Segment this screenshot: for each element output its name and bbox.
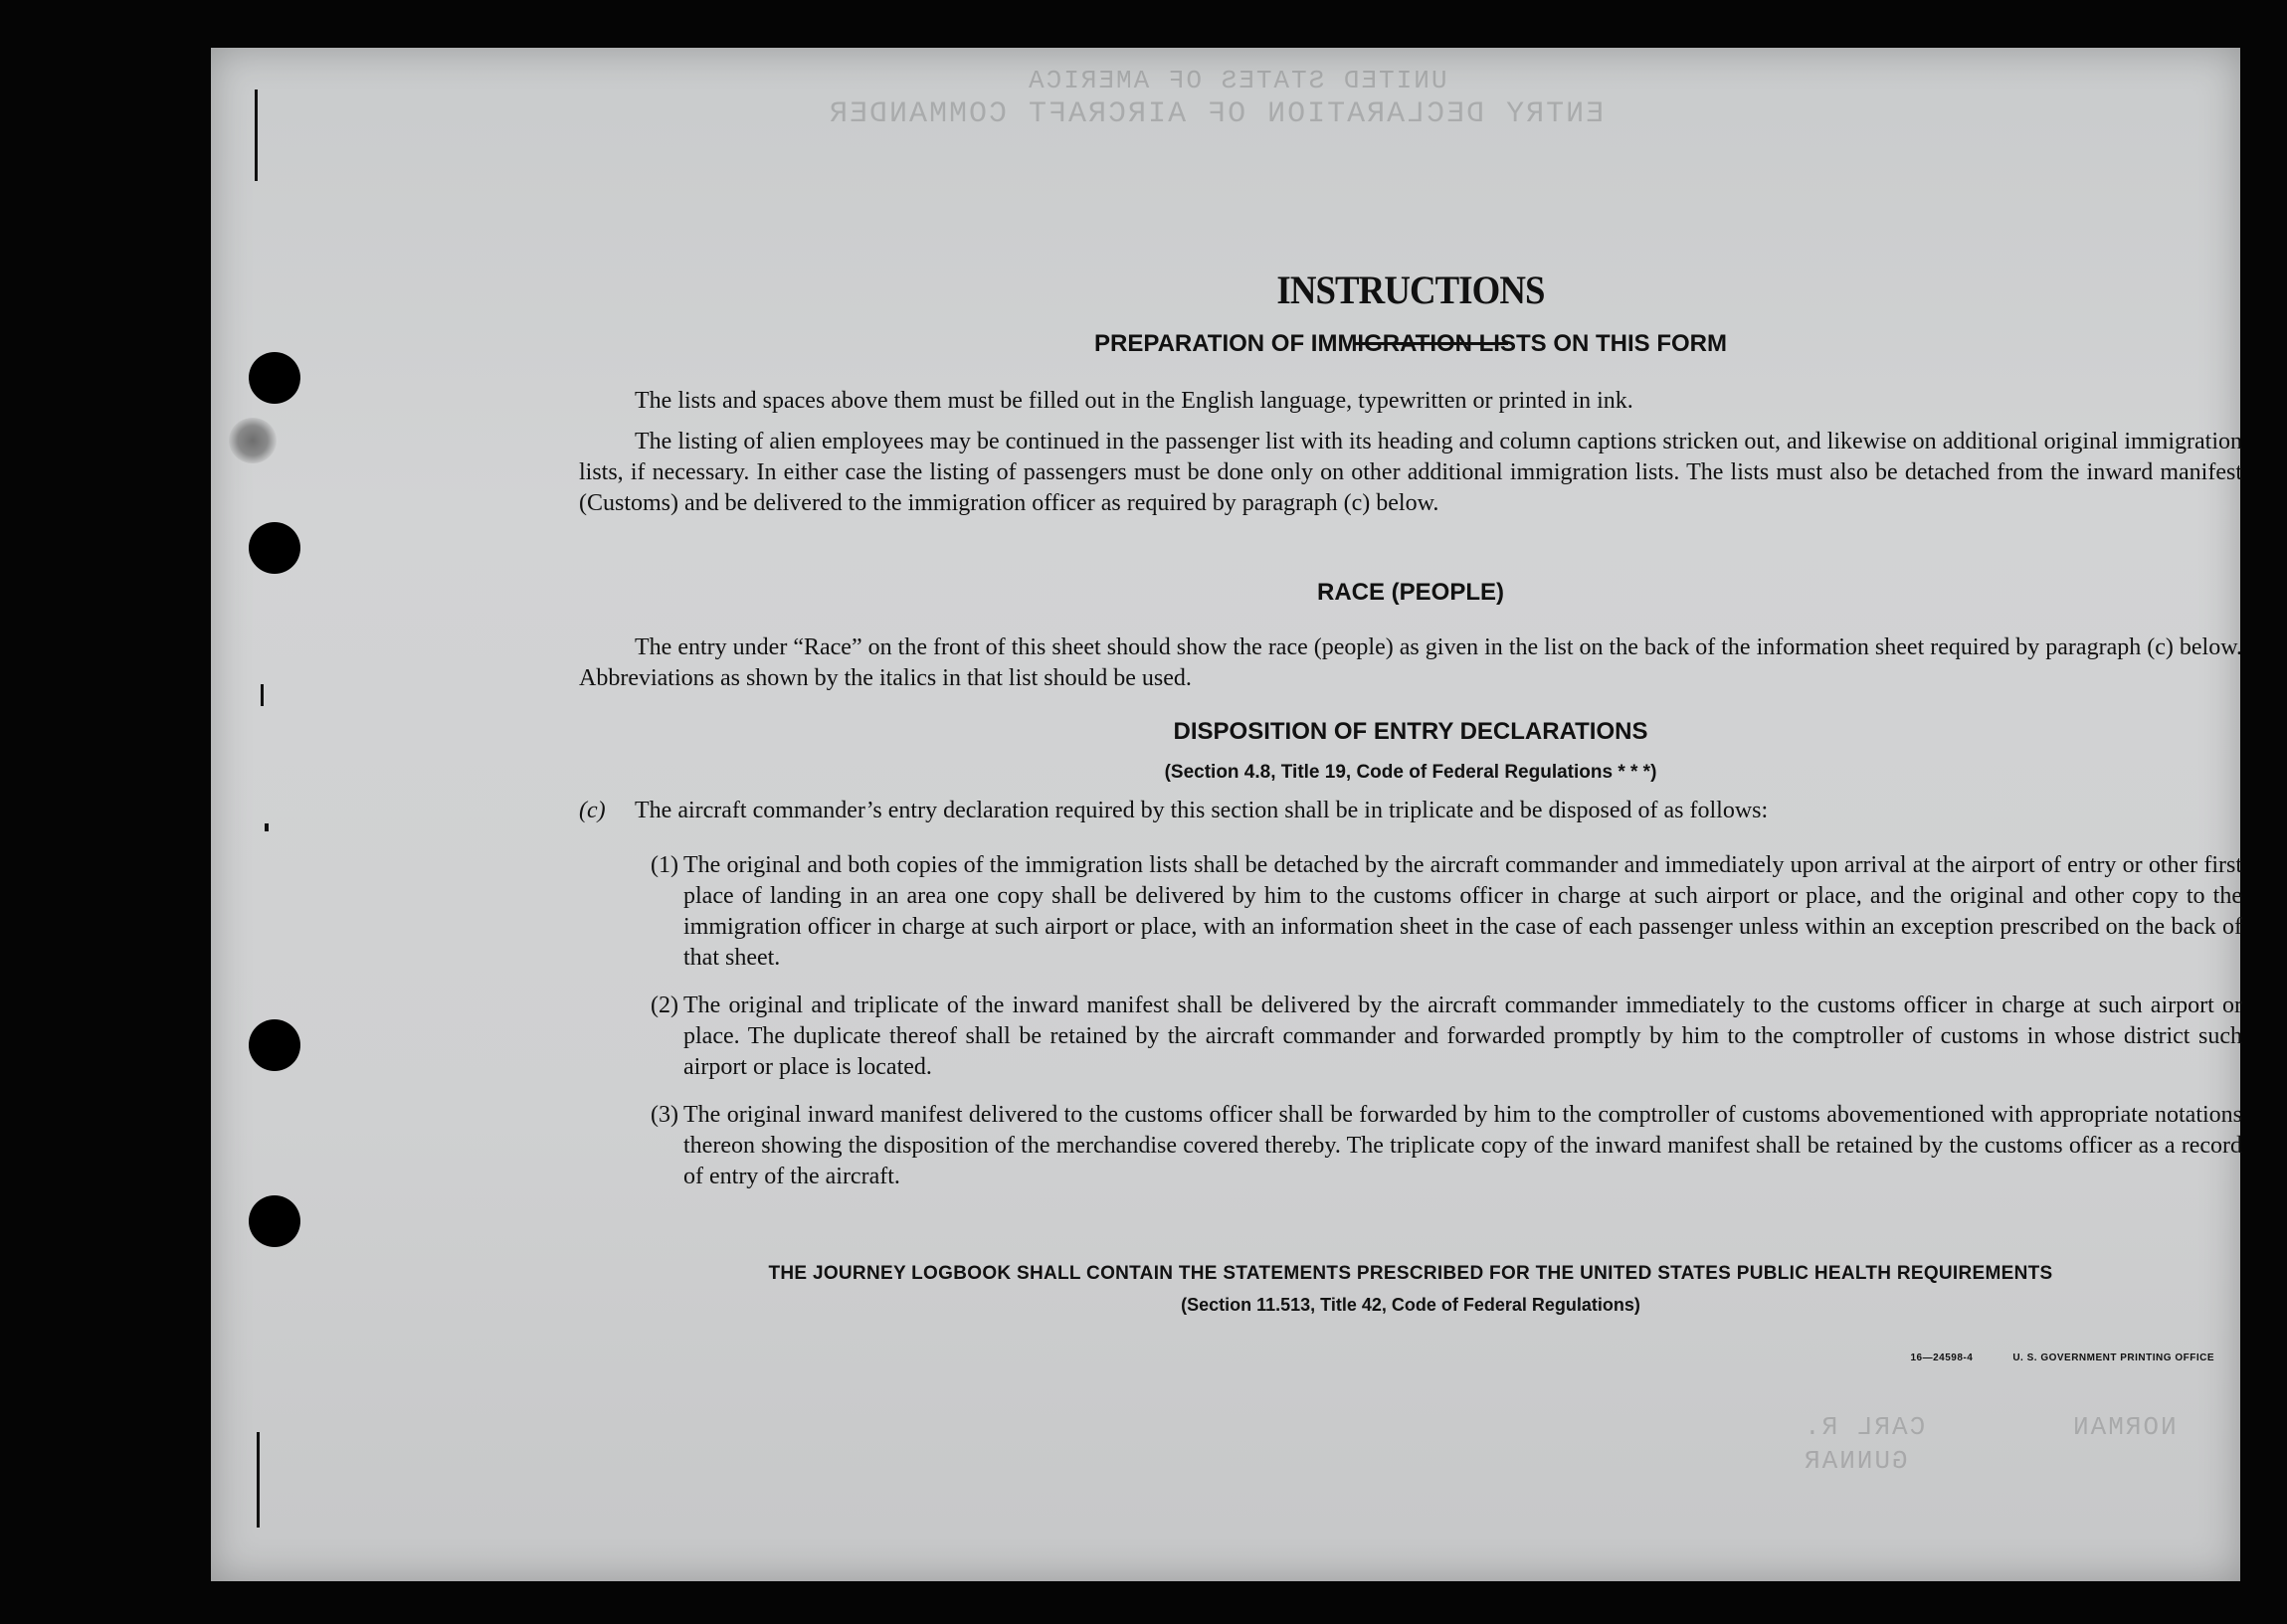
disposition-citation: (Section 4.8, Title 19, Code of Federal Regulations * * *) [1164,762,1657,783]
bleed-through-text: GUNNAR [1803,1446,1908,1476]
logbook-citation: (Section 11.513, Title 42, Code of Federal Regulations) [1181,1295,1640,1315]
punch-hole [249,352,300,404]
disposition-item-1: (1) The original and both copies of the immigration lists shall be detached by the aircraft commander and immediately upon arrival at the airport of entry or other first place of landing in an area one copy shall be delivered by him to the customs officer in charge at such airport or place, and the original and other copy to the immigration officer in charge at such airport or place, with an information sheet in the case of each passenger unless within an exception prescribed on the back of that sheet. [651,852,2242,971]
binder-mark [261,684,264,706]
page-title: INSTRUCTIONS [1276,268,1545,312]
paragraph-disposition-intro: (c) The aircraft commander’s entry declaration required by this section shall be in triplicate and be disposed of as follows: [579,798,1769,823]
paragraph-preparation-2: The listing of alien employees may be continued in the passenger list with its heading and column captions stricken out, and likewise on additional original immigration lists, if necessary. In either case the listing of passengers must be done only on other additional immigration lists. The lists must also be detached from the inward manifest (Customs) and be delivered to the immigration officer as required by paragraph (c) below. [579,429,2242,516]
document-sheet [211,48,2240,1581]
section-heading-preparation: PREPARATION OF IMMIGRATION LISTS ON THIS FORM [1094,330,1727,357]
disposition-item-2: (2) The original and triplicate of the inward manifest shall be delivered by the aircraft commander immediately to the customs officer in charge at such airport or place. The duplicate thereof shall be retained by the aircraft commander and forwarded promptly by him to the comptroller of customs in whose district such airport or place is located. [651,992,2242,1080]
disposition-item-3: (3) The original inward manifest delivered to the customs officer shall be forwarded by him to the comptroller of customs abovementioned with appropriate notations thereon showing the disposition of the merchandise covered thereby. The triplicate copy of the inward manifest shall be retained by the customs officer as a record of entry of the aircraft. [651,1102,2242,1189]
section-heading-disposition: DISPOSITION OF ENTRY DECLARATIONS [1173,718,1648,745]
binder-mark [265,823,269,831]
paragraph-race: The entry under “Race” on the front of this sheet should show the race (people) as given in the list on the back of the information sheet required by paragraph (c) below. Abbreviations as shown by the italics in that list should be used. [579,634,2242,691]
binder-mark [257,1432,260,1528]
scan-smudge [229,418,277,463]
bleed-through-text: CARL R. [1803,1412,1926,1442]
section-heading-race: RACE (PEOPLE) [1316,579,1504,606]
punch-hole [249,1195,300,1247]
bleed-through-text: ENTRY DECLARATION OF AIRCRAFT COMMANDER [828,97,1605,131]
punch-hole [249,1019,300,1071]
binder-mark [255,90,258,181]
bleed-through-text: UNITED STATES OF AMERICA [1027,66,1447,95]
printer-name: U. S. GOVERNMENT PRINTING OFFICE [2012,1353,2214,1363]
bleed-through-text: NORMAN [2071,1412,2177,1442]
form-number: 16—24598-4 [1910,1353,1974,1363]
printer-imprint [1870,1353,2214,1363]
punch-hole [249,522,300,574]
paragraph-preparation-1: The lists and spaces above them must be filled out in the English language, typewritten or printed in ink. [635,388,1633,414]
logbook-statement: THE JOURNEY LOGBOOK SHALL CONTAIN THE STATEMENTS PRESCRIBED FOR THE UNITED STATES PUBLIC HEALTH REQUIREMENTS [768,1263,2053,1284]
